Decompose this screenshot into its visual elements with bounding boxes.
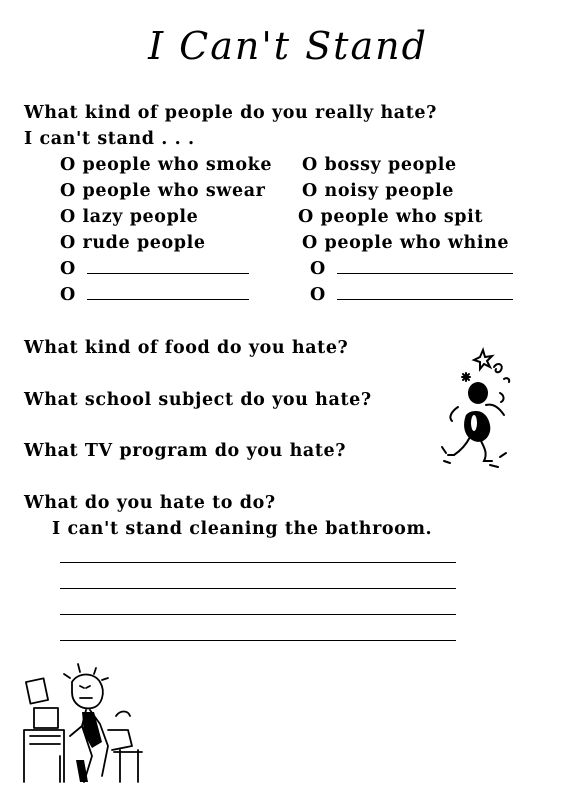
page-title: I Can't Stand: [148, 24, 428, 68]
lead-cant-stand: I can't stand . . .: [24, 129, 195, 149]
answer-line-2[interactable]: [60, 588, 456, 589]
option-whine[interactable]: O people who whine: [302, 233, 510, 253]
answer-line-4[interactable]: [60, 640, 456, 641]
option-blank-left-2[interactable]: [60, 285, 249, 305]
question-hate-to-do: What do you hate to do?: [24, 493, 276, 513]
blank-line[interactable]: [337, 259, 513, 274]
option-blank-right-2[interactable]: [310, 285, 513, 305]
option-blank-left-1[interactable]: [60, 259, 249, 279]
blank-line[interactable]: [87, 259, 249, 274]
angry-dancing-figure-icon: [430, 345, 520, 475]
question-subject: What school subject do you hate?: [24, 390, 372, 410]
option-bossy[interactable]: O bossy people: [302, 155, 457, 175]
option-swear[interactable]: O people who swear: [60, 181, 266, 201]
option-rude[interactable]: O rude people: [60, 233, 206, 253]
option-blank-right-1[interactable]: [310, 259, 513, 279]
answer-line-3[interactable]: [60, 614, 456, 615]
option-lazy[interactable]: O lazy people: [60, 207, 199, 227]
question-tv: What TV program do you hate?: [24, 441, 347, 461]
blank-marker: O: [310, 285, 326, 305]
question-people: What kind of people do you really hate?: [24, 103, 438, 123]
option-smoke[interactable]: O people who smoke: [60, 155, 273, 175]
frustrated-person-at-computer-icon: [20, 660, 145, 785]
option-spit[interactable]: O people who spit: [298, 207, 484, 227]
blank-marker: O: [60, 259, 76, 279]
blank-marker: O: [310, 259, 326, 279]
example-answer: I can't stand cleaning the bathroom.: [52, 519, 433, 539]
blank-marker: O: [60, 285, 76, 305]
answer-line-1[interactable]: [60, 562, 456, 563]
option-noisy[interactable]: O noisy people: [302, 181, 454, 201]
blank-line[interactable]: [337, 285, 513, 300]
question-food: What kind of food do you hate?: [24, 338, 349, 358]
blank-line[interactable]: [87, 285, 249, 300]
